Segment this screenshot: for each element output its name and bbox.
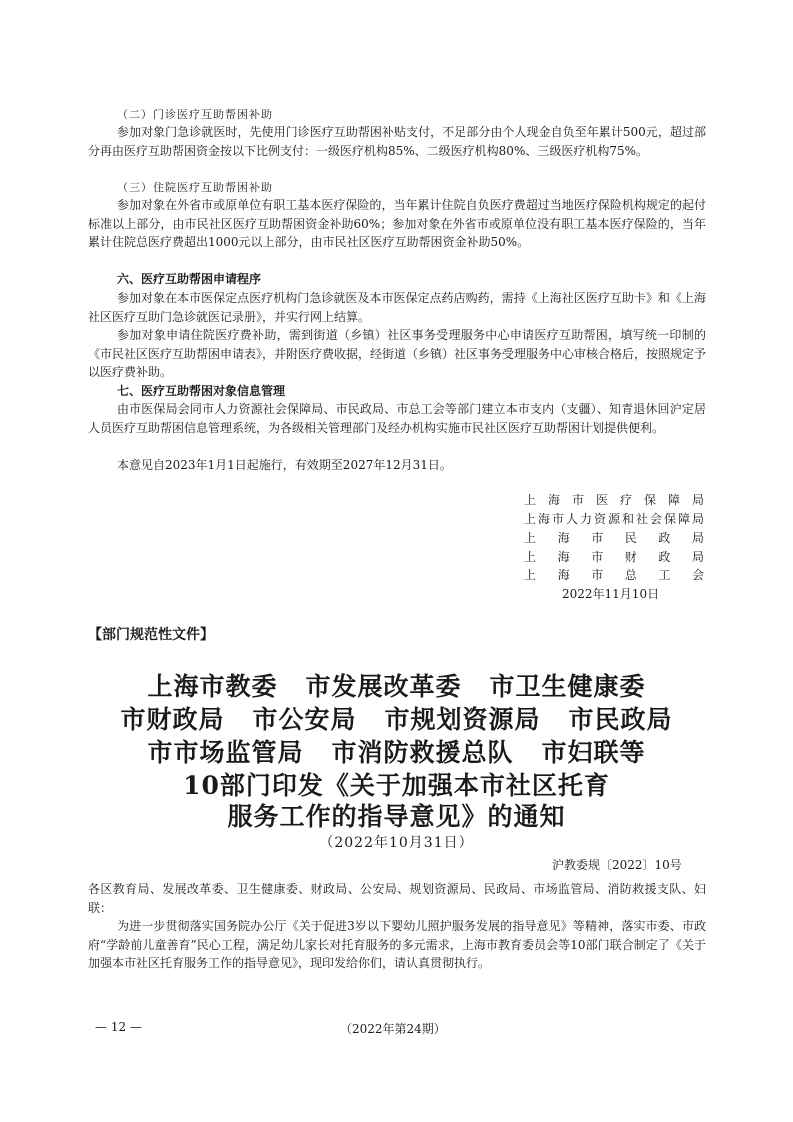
title-part: 市民政局 [568,705,673,734]
title-part: 上海市教委 [147,672,278,701]
signature-agency: 上海市医疗保障局 [524,493,704,507]
notice-title-line [0,769,793,802]
paragraph-application-2: 参加对象申请住院医疗费补助，需到街道（乡镇）社区事务受理服务中心申请医疗互助帮困，填写统一印制的《市民社区医疗互助帮困申请表》，并附医疗费收据，经街道（乡镇）社区事务受理服务中心审核合格后，按照规定予以医疗费补助。 [88,328,707,379]
signature-agency: 上海市民政局 [524,531,704,545]
signature-agency: 上海市财政局 [524,550,704,564]
title-part: 市消防救援总队 [331,738,514,767]
title-part: 市财政局 [120,705,225,734]
title-part: 市妇联等 [541,738,646,767]
title-part: 市发展改革委 [305,672,462,701]
notice-date: （2022年10月31日） [319,835,474,851]
title-part: 市卫生健康委 [489,672,646,701]
document-number: 沪教委规〔2022〕10号 [552,858,682,872]
effective-date-statement: 本意见自2023年1月1日起施行，有效期至2027年12月31日。 [117,458,452,472]
signature-date: 2022年11月10日 [562,587,660,601]
title-part: 服务工作的指导意见》的通知 [227,802,566,831]
issue-number: （2022年第24期） [340,1022,446,1036]
title-part: 10部门印发《关于加强本市社区托育 [183,771,610,800]
notice-body: 为进一步贯彻落实国务院办公厅《关于促进3岁以下婴幼儿照护服务发展的指导意见》等精神，落实市委、市政府“学龄前儿童善育”民心工程，满足幼儿家长对托育服务的多元需求，上海市教育委员会等10部门联合制定了《关于加强本市社区托育服务工作的指导意见》，现印发给你们，请认真贯彻执行。 [88,919,706,970]
paragraph-application-1: 参加对象在本市医保定点医疗机构门急诊就医及本市医保定点药店购药，需持《上海社区医疗互助卡》和《上海社区医疗互助门急诊就医记录册》，并实行网上结算。 [88,291,706,324]
paragraph-inpatient: 参加对象在外省市或原单位有职工基本医疗保险的，当年累计住院自负医疗费超过当地医疗保险机构规定的起付标准以上部分，由市民社区医疗互助帮困资金补助60%；参加对象在外省市或原单位没有职工基本医疗保险的，当年累计住院总医疗费超出1000元以上部分，由市民社区医疗互助帮困资金补助50%。 [88,198,706,249]
title-part: 市规划资源局 [384,705,541,734]
section-tag: 【部门规范性文件】 [88,627,214,643]
signature-agency: 上海市总工会 [524,568,704,582]
section-heading-info-management: 七、医疗互助帮困对象信息管理 [117,384,286,398]
recipients: 各区教育局、发展改革委、卫生健康委、财政局、公安局、规划资源局、民政局、市场监管局、消防救援支队、妇联： [88,882,706,915]
notice-title-line [0,703,793,736]
notice-title-line [0,736,793,769]
title-part: 市公安局 [252,705,357,734]
section-heading-application: 六、医疗互助帮困申请程序 [117,272,262,286]
subsection-heading-outpatient: （二）门诊医疗互助帮困补助 [117,108,273,121]
page-number: — 12 — [95,1020,142,1034]
signature-agency: 上海市人力资源和社会保障局 [524,512,704,526]
paragraph-outpatient: 参加对象门急诊就医时，先使用门诊医疗互助帮困补贴支付，不足部分由个人现金自负至年累计500元，超过部分再由医疗互助帮困资金按以下比例支付：一级医疗机构85%、二级医疗机构80%、三级医疗机构75%。 [88,125,706,158]
notice-title-line [0,670,793,703]
notice-title-line [0,800,793,833]
paragraph-info-management: 由市医保局会同市人力资源社会保障局、市民政局、市总工会等部门建立本市支内（支疆）、知青退休回沪定居人员医疗互助帮困信息管理系统，为各级相关管理部门及经办机构实施市民社区医疗互助帮困计划提供便利。 [88,402,706,435]
title-part: 市市场监管局 [147,738,304,767]
subsection-heading-inpatient: （三）住院医疗互助帮困补助 [117,181,273,194]
